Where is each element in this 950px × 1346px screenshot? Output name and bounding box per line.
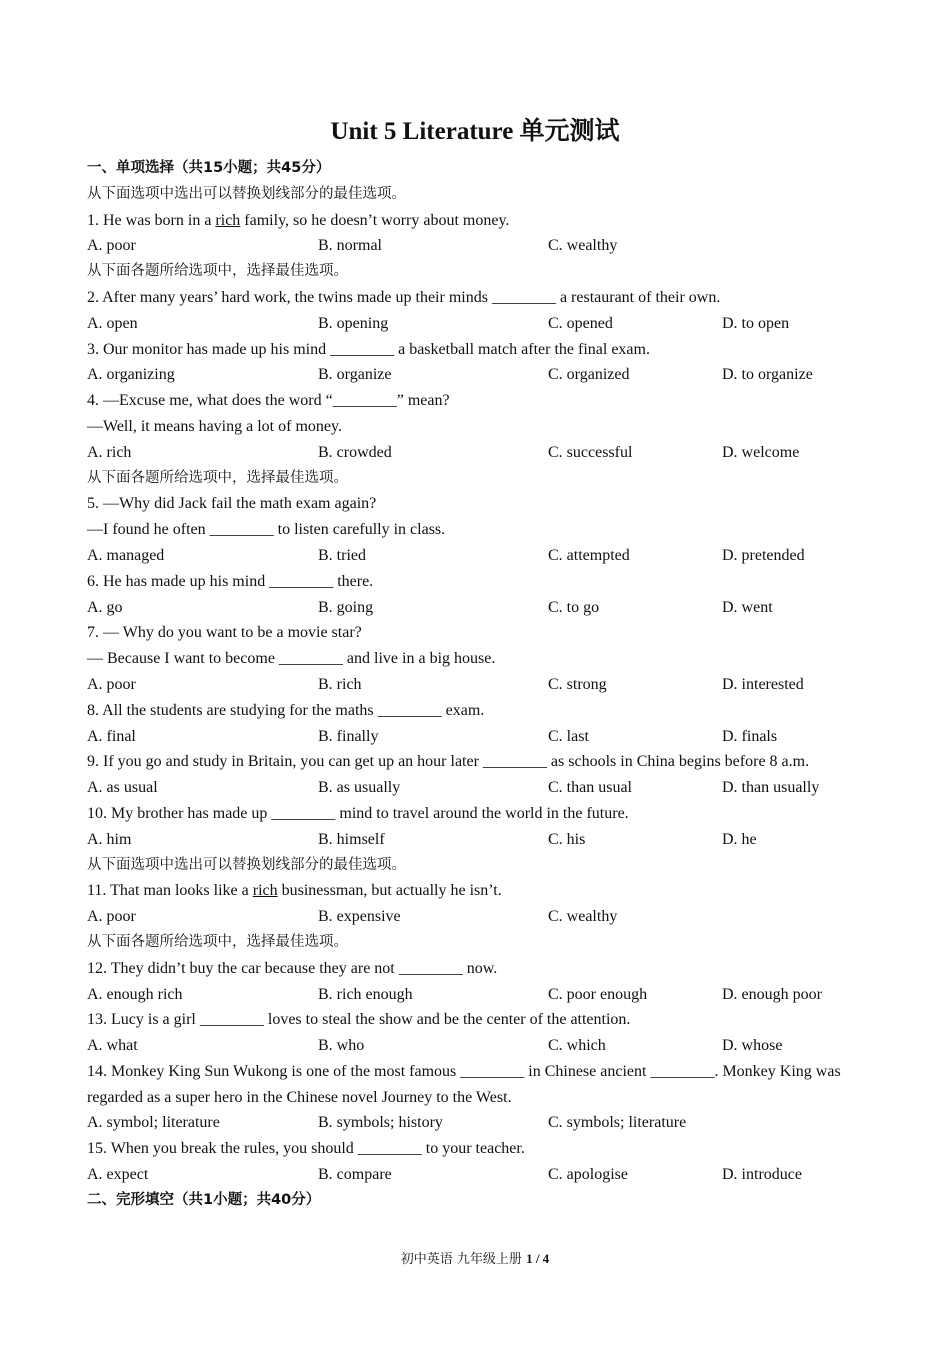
question-text: 5. —Why did Jack fail the math exam again? (87, 495, 377, 513)
instruction: 从下面各题所给选项中，选择最佳选项。 (87, 933, 348, 950)
option-a: A. him (87, 830, 132, 848)
option-b: B. as usually (318, 779, 401, 797)
option-b: B. tried (318, 546, 366, 564)
option-d: D. he (722, 830, 757, 848)
question-list (87, 156, 877, 1214)
question-text: 13. Lucy is a girl ________ loves to steal the show and be the center of the attention. (87, 1011, 631, 1029)
option-c: C. organized (548, 366, 630, 384)
option-d: D. pretended (722, 546, 805, 564)
options-row (87, 595, 877, 621)
option-c: C. symbols; literature (548, 1114, 687, 1132)
question-text: 14. Monkey King Sun Wukong is one of the most famous ________ in Chinese ancient ________. Monkey King was regarded as a super hero in the Chinese novel Journey to the West. (87, 1062, 841, 1106)
page-footer (0, 1248, 950, 1267)
option-b: B. going (318, 598, 374, 616)
option-b: B. who (318, 1037, 365, 1055)
options-row (87, 904, 877, 930)
option-a: A. as usual (87, 779, 158, 797)
underlined-word: rich (215, 211, 241, 229)
options-row (87, 982, 877, 1008)
options-row (87, 362, 877, 388)
question-text: 12. They didn’t buy the car because they are not ________ now. (87, 959, 498, 977)
question-text: 11. That man looks like a rich businessman, but actually he isn’t. (87, 882, 502, 900)
option-b: B. rich (318, 675, 362, 693)
options-row (87, 440, 877, 466)
option-b: B. crowded (318, 443, 392, 461)
option-d: D. than usually (722, 779, 820, 797)
instruction: 从下面各题所给选项中，选择最佳选项。 (87, 263, 348, 280)
option-a: A. final (87, 727, 136, 745)
option-b: B. himself (318, 830, 385, 848)
section-heading: 二、完形填空（共1小题；共40分） (87, 1191, 321, 1208)
option-c: C. his (548, 830, 586, 848)
option-c: C. successful (548, 443, 633, 461)
option-d: D. to open (722, 314, 790, 332)
option-c: C. strong (548, 675, 607, 693)
option-b: B. compare (318, 1166, 392, 1184)
option-d: D. whose (722, 1037, 783, 1055)
option-b: B. symbols; history (318, 1114, 443, 1132)
instruction: 从下面选项中选出可以替换划线部分的最佳选项。 (87, 185, 406, 202)
options-row (87, 1033, 877, 1059)
question-text: — Because I want to become ________ and live in a big house. (87, 650, 496, 668)
question-text: 15. When you break the rules, you should ________ to your teacher. (87, 1140, 525, 1158)
instruction: 从下面各题所给选项中，选择最佳选项。 (87, 469, 348, 486)
option-a: A. go (87, 598, 123, 616)
question-text: 8. All the students are studying for the maths ________ exam. (87, 701, 485, 719)
option-a: A. rich (87, 443, 132, 461)
question-text: 6. He has made up his mind ________ there. (87, 572, 374, 590)
question-text: —Well, it means having a lot of money. (87, 417, 342, 435)
option-b: B. rich enough (318, 985, 413, 1003)
question-text: 7. — Why do you want to be a movie star? (87, 624, 362, 642)
page-title: Unit 5 Literature 单元测试 (330, 118, 620, 145)
option-b: B. normal (318, 237, 382, 255)
option-b: B. expensive (318, 908, 401, 926)
options-row (87, 311, 877, 337)
instruction: 从下面选项中选出可以替换划线部分的最佳选项。 (87, 856, 406, 873)
option-a: A. open (87, 314, 138, 332)
footer-subject: 初中英语 九年级上册 (400, 1252, 527, 1267)
option-d: D. welcome (722, 443, 800, 461)
question-text: 1. He was born in a rich family, so he doesn’t worry about money. (87, 211, 510, 229)
options-row (87, 827, 877, 853)
question-text: 4. —Excuse me, what does the word “________” mean? (87, 392, 450, 410)
option-c: C. poor enough (548, 985, 648, 1003)
options-row (87, 724, 877, 750)
option-a: A. what (87, 1037, 138, 1055)
option-d: D. interested (722, 675, 804, 693)
option-b: B. opening (318, 314, 389, 332)
options-row (87, 775, 877, 801)
option-a: A. poor (87, 908, 136, 926)
option-c: C. to go (548, 598, 600, 616)
option-c: C. wealthy (548, 908, 618, 926)
option-c: C. last (548, 727, 589, 745)
option-c: C. which (548, 1037, 606, 1055)
option-a: A. organizing (87, 366, 175, 384)
option-c: C. opened (548, 314, 613, 332)
option-d: D. went (722, 598, 773, 616)
option-c: C. than usual (548, 779, 632, 797)
option-c: C. attempted (548, 546, 630, 564)
option-a: A. enough rich (87, 985, 183, 1003)
underlined-word: rich (252, 882, 278, 900)
page-number: 1 / 4 (526, 1251, 550, 1266)
options-row (87, 672, 877, 698)
options-row (87, 543, 877, 569)
question-text: 3. Our monitor has made up his mind ________ a basketball match after the final exam. (87, 340, 650, 358)
option-a: A. expect (87, 1166, 149, 1184)
option-d: D. finals (722, 727, 778, 745)
option-c: C. wealthy (548, 237, 618, 255)
option-b: B. organize (318, 366, 392, 384)
option-a: A. symbol; literature (87, 1114, 220, 1132)
option-c: C. apologise (548, 1166, 628, 1184)
option-b: B. finally (318, 727, 379, 745)
question-text: 10. My brother has made up ________ mind to travel around the world in the future. (87, 804, 629, 822)
option-d: D. to organize (722, 366, 813, 384)
option-a: A. managed (87, 546, 165, 564)
option-d: D. introduce (722, 1166, 802, 1184)
question-text: 9. If you go and study in Britain, you can get up an hour later ________ as schools in China begins before 8 a.m. (87, 753, 810, 771)
option-a: A. poor (87, 237, 136, 255)
section-heading: 一、单项选择（共15小题；共45分） (87, 160, 331, 176)
question-text: 2. After many years’ hard work, the twins made up their minds ________ a restaurant of their own. (87, 288, 721, 306)
options-row (87, 233, 877, 259)
options-row (87, 1162, 877, 1188)
option-a: A. poor (87, 675, 136, 693)
option-d: D. enough poor (722, 985, 822, 1003)
options-row (87, 1110, 877, 1136)
question-text: —I found he often ________ to listen carefully in class. (87, 521, 446, 539)
